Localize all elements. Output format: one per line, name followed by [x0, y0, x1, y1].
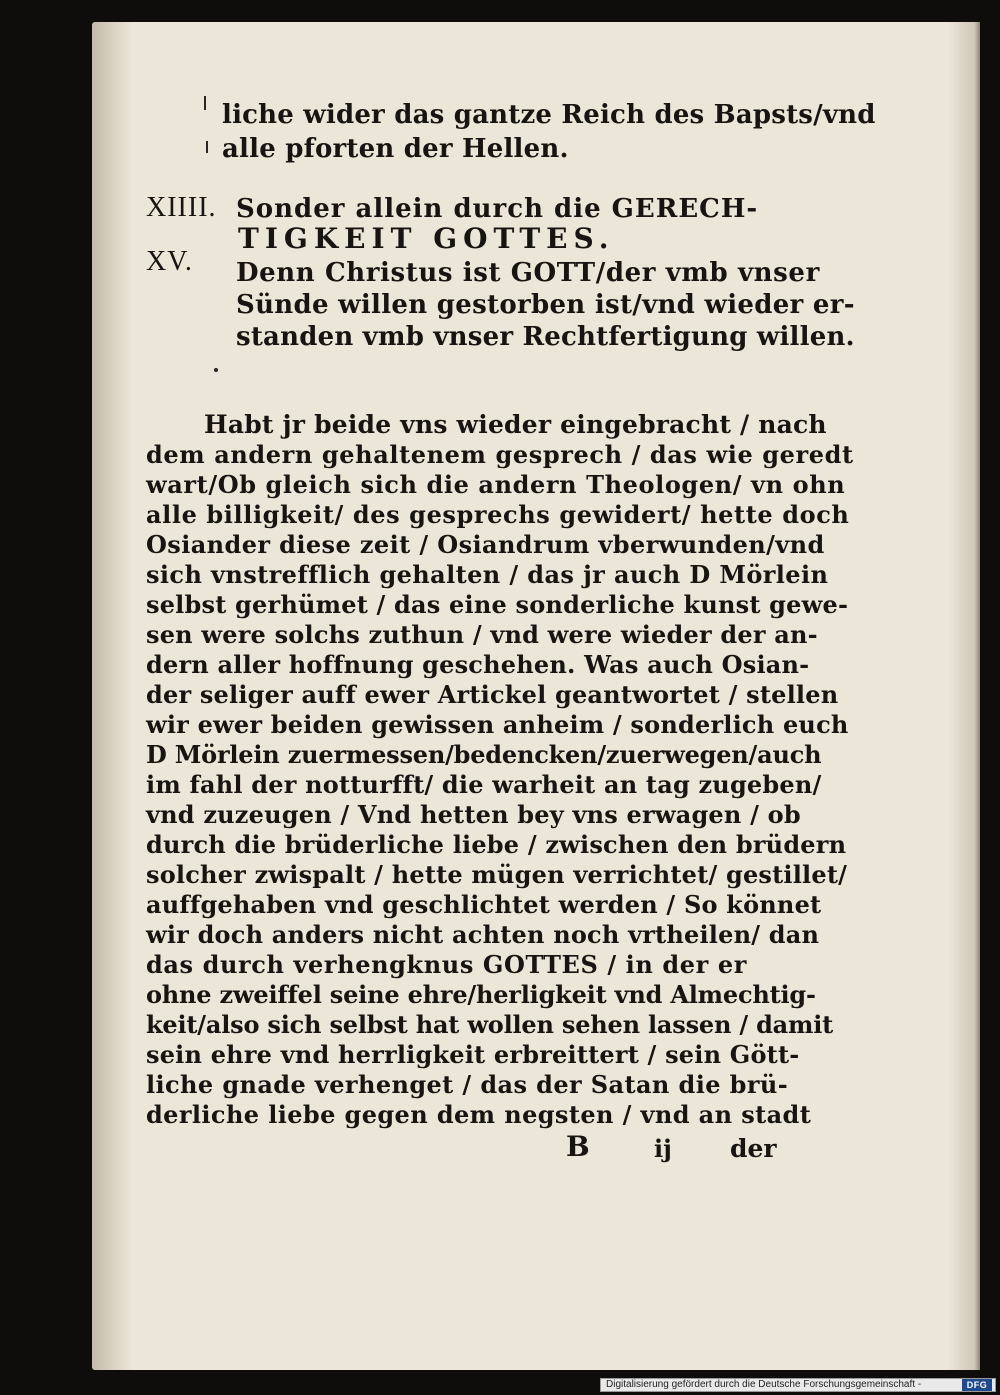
top-line-2: alle pforten der Hellen. — [222, 134, 569, 164]
body-line: sen were solchs zuthun / vnd were wieder der an- — [146, 620, 818, 649]
article-line: Denn Christus ist GOTT/der vmb vnser — [236, 258, 820, 288]
body-line: sich vnstrefflich gehalten / das jr auch D Mörlein — [146, 560, 829, 589]
body-line: ohne zweiffel seine ehre/herligkeit vnd Almechtig- — [146, 980, 816, 1009]
body-line: solcher zwispalt / hette mügen verrichtet/ gestillet/ — [146, 860, 848, 889]
body-line: das durch verhengknus GOTTES / in der er — [146, 950, 747, 979]
body-line: wir ewer beiden gewissen anheim / sonderlich euch — [146, 710, 849, 739]
article-line: Sonder allein durch die GERECH- — [236, 194, 759, 224]
body-line: sein ehre vnd herrligkeit erbreittert / sein Gött- — [146, 1040, 800, 1069]
article-line: Sünde willen gestorben ist/vnd wieder er- — [236, 290, 855, 320]
signature-mark: B — [566, 1130, 590, 1163]
body-line: dern aller hoffnung geschehen. Was auch Osian- — [146, 650, 810, 679]
article-number: XIIII. — [146, 192, 217, 223]
ink-mark — [206, 141, 208, 153]
article-line: TIGKEIT GOTTES. — [238, 222, 615, 255]
body-line: wart/Ob gleich sich die andern Theologen/ vn ohn — [146, 470, 846, 499]
body-line: vnd zuzeugen / Vnd hetten bey vns erwagen / ob — [146, 800, 801, 829]
body-line: im fahl der notturfft/ die warheit an tag zugeben/ — [146, 770, 822, 799]
ink-mark — [214, 368, 218, 372]
article-number: XV. — [146, 246, 193, 277]
body-line: keit/also sich selbst hat wollen sehen lassen / damit — [146, 1010, 834, 1039]
body-line: alle billigkeit/ des gesprechs gewidert/ hette doch — [146, 500, 850, 529]
signature-number: ij — [654, 1134, 672, 1163]
top-line-1: liche wider das gantze Reich des Bapsts/vnd — [222, 100, 876, 130]
body-line: dem andern gehaltenem gesprech / das wie geredt — [146, 440, 854, 469]
body-line: Osiander diese zeit / Osiandrum vberwunden/vnd — [146, 530, 825, 559]
body-line: auffgehaben vnd geschlichtet werden / So könnet — [146, 890, 822, 919]
body-line: derliche liebe gegen dem negsten / vnd an stadt — [146, 1100, 812, 1129]
footer-credit: Digitalisierung gefördert durch die Deutsche Forschungsgemeinschaft - — [606, 1379, 922, 1390]
page-edge — [975, 22, 980, 1370]
ink-mark — [204, 96, 206, 110]
body-line: wir doch anders nicht achten noch vrtheilen/ dan — [146, 920, 820, 949]
body-line: Habt jr beide vns wieder eingebracht / nach — [204, 410, 827, 439]
body-line: liche gnade verhenget / das der Satan die brü- — [146, 1070, 789, 1099]
body-line: durch die brüderliche liebe / zwischen den brüdern — [146, 830, 847, 859]
article-line: standen vmb vnser Rechtfertigung willen. — [236, 322, 855, 352]
body-line: selbst gerhümet / das eine sonderliche kunst gewe- — [146, 590, 849, 619]
body-line: der seliger auff ewer Artickel geantwortet / stellen — [146, 680, 839, 709]
page-gutter-shadow — [92, 22, 132, 1370]
body-line: D Mörlein zuermessen/bedencken/zuerwegen/auch — [146, 740, 822, 769]
catchword: der — [730, 1134, 777, 1163]
dfg-logo: DFG — [962, 1379, 992, 1391]
